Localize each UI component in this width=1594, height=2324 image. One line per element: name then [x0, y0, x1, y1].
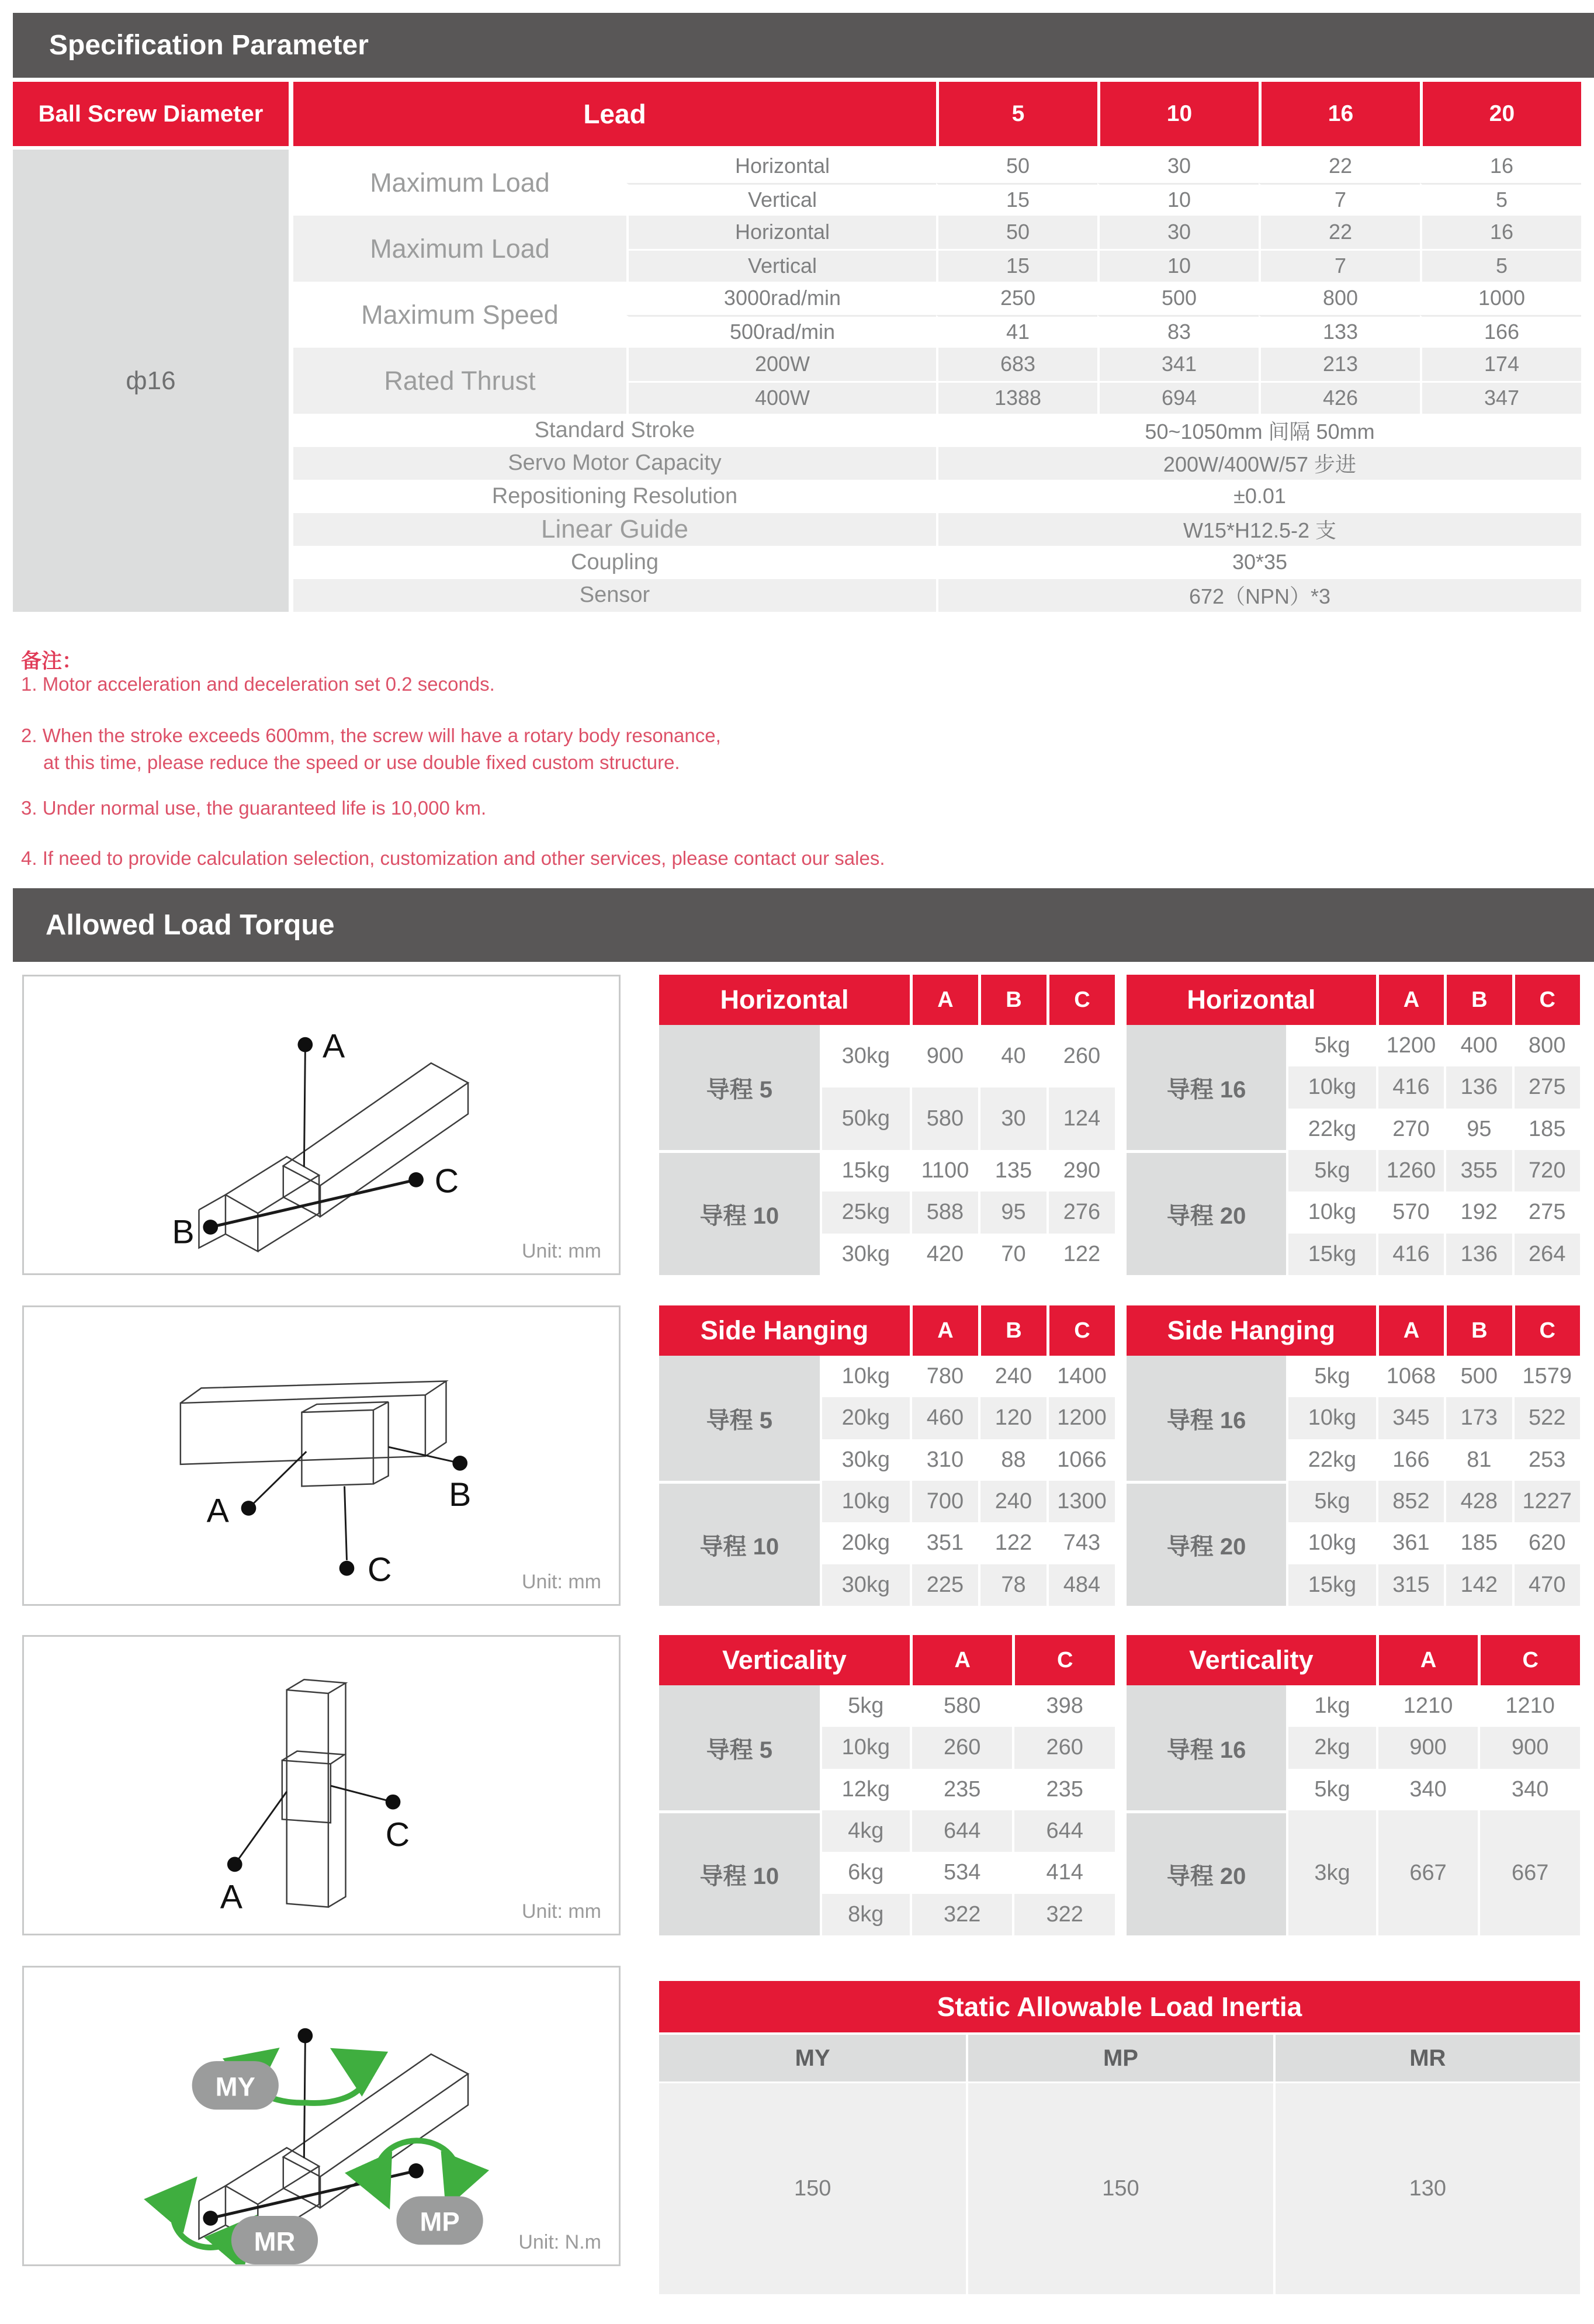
- lead-col-header: 5: [936, 82, 1097, 150]
- spec-value: 347: [1420, 381, 1581, 414]
- torque-value: 88: [978, 1439, 1047, 1481]
- col-header: B: [1444, 975, 1512, 1025]
- torque-value: 1100: [910, 1150, 978, 1192]
- load-label: 5kg: [1286, 1150, 1376, 1192]
- note-line: at this time, please reduce the speed or use double fixed custom structure.: [43, 751, 680, 773]
- lead-group-label: 导程 16: [1127, 1025, 1286, 1150]
- spec-value: 22: [1259, 150, 1420, 183]
- unit-label: Unit: N.m: [518, 2231, 601, 2253]
- torque-value: 522: [1512, 1397, 1580, 1439]
- torque-value: 398: [1012, 1685, 1115, 1727]
- spec-value: 7: [1259, 249, 1420, 282]
- load-label: 30kg: [820, 1234, 910, 1275]
- torque-value: 900: [910, 1025, 978, 1087]
- torque-value: 1066: [1047, 1439, 1115, 1481]
- spec-single-label: Sensor: [293, 579, 936, 612]
- torque-value: 122: [1047, 1234, 1115, 1275]
- torque-table-horizontal-lead5-10: [659, 975, 1115, 1275]
- spec-value: 22: [1259, 216, 1420, 249]
- spec-single-label: Standard Stroke: [293, 414, 936, 447]
- torque-value: 340: [1376, 1769, 1478, 1810]
- torque-table-sidehanging-lead5-10: [659, 1305, 1115, 1606]
- torque-value: 310: [910, 1439, 978, 1481]
- torque-axes-diagram: [22, 1966, 621, 2266]
- load-label: 25kg: [820, 1192, 910, 1233]
- torque-value: 351: [910, 1522, 978, 1564]
- torque-value: 1400: [1047, 1356, 1115, 1397]
- spec-single-value: W15*H12.5-2 支: [936, 513, 1581, 546]
- spec-value: 30: [1097, 216, 1259, 249]
- point-a-label: A: [322, 1027, 345, 1065]
- spec-value: 15: [936, 183, 1097, 216]
- torque-value: 484: [1047, 1564, 1115, 1606]
- col-header: C: [1047, 1305, 1115, 1356]
- spec-value: 83: [1097, 315, 1259, 348]
- lead-group-label: 导程 20: [1127, 1481, 1286, 1606]
- point-b-dot: [203, 1220, 218, 1235]
- verticality-diagram-sketch: [24, 1637, 619, 1934]
- torque-value: 667: [1478, 1810, 1580, 1935]
- load-label: 12kg: [820, 1769, 910, 1810]
- table-title: Horizontal: [659, 975, 910, 1025]
- torque-value: 136: [1444, 1234, 1512, 1275]
- torque-value: 322: [910, 1894, 1013, 1935]
- torque-value: 124: [1047, 1087, 1115, 1150]
- table-title: Side Hanging: [659, 1305, 910, 1356]
- load-label: 5kg: [1286, 1025, 1376, 1066]
- lead-group-label: 导程 10: [659, 1810, 820, 1935]
- torque-value: 470: [1512, 1564, 1580, 1606]
- unit-label: Unit: mm: [522, 1571, 601, 1593]
- torque-value: 95: [1444, 1109, 1512, 1150]
- lead-col-header: 16: [1259, 82, 1420, 150]
- spec-value: 250: [936, 282, 1097, 315]
- point-c-label: C: [368, 1551, 392, 1589]
- load-label: 15kg: [820, 1150, 910, 1192]
- axis-a-line: [304, 1051, 305, 1167]
- torque-value: 235: [1012, 1769, 1115, 1810]
- spec-sub-label: Vertical: [626, 183, 936, 216]
- spec-single-label: Repositioning Resolution: [293, 480, 936, 513]
- torque-value: 235: [910, 1769, 1013, 1810]
- torque-value: 580: [910, 1087, 978, 1150]
- note-line: 3. Under normal use, the guaranteed life is 10,000 km.: [21, 797, 487, 819]
- note-line: 2. When the stroke exceeds 600mm, the screw will have a rotary body resonance,: [21, 725, 721, 746]
- spec-value: 16: [1420, 150, 1581, 183]
- spec-value: 166: [1420, 315, 1581, 348]
- load-label: 10kg: [820, 1727, 910, 1768]
- col-header: B: [978, 1305, 1047, 1356]
- col-header: C: [1047, 975, 1115, 1025]
- torque-value: 361: [1376, 1522, 1444, 1564]
- verticality-diagram: [22, 1635, 621, 1935]
- inertia-col-header: MP: [966, 2032, 1273, 2081]
- point-a-dot: [297, 1037, 313, 1052]
- torque-value: 1227: [1512, 1481, 1580, 1522]
- torque-value: 225: [910, 1564, 978, 1606]
- torque-value: 136: [1444, 1066, 1512, 1108]
- col-header: A: [910, 975, 978, 1025]
- horizontal-mount-diagram: [22, 975, 621, 1275]
- axis-c-line: [331, 1786, 393, 1802]
- static-load-inertia-table: [659, 1981, 1580, 2294]
- torque-value: 260: [1012, 1727, 1115, 1768]
- spec-single-label: Servo Motor Capacity: [293, 447, 936, 480]
- torque-value: 275: [1512, 1066, 1580, 1108]
- spec-value: 30: [1097, 150, 1259, 183]
- load-label: 15kg: [1286, 1234, 1376, 1275]
- load-label: 30kg: [820, 1439, 910, 1481]
- point-c-label: C: [385, 1816, 410, 1854]
- torque-value: 78: [978, 1564, 1047, 1606]
- mp-badge-label: MP: [420, 2207, 460, 2237]
- spec-value: 15: [936, 249, 1097, 282]
- spec-single-value: 672（NPN）*3: [936, 579, 1581, 612]
- lead-col-header: 10: [1097, 82, 1259, 150]
- spec-value: 174: [1420, 348, 1581, 381]
- torque-value: 345: [1376, 1397, 1444, 1439]
- spec-value: 41: [936, 315, 1097, 348]
- torque-value: 276: [1047, 1192, 1115, 1233]
- col-header: A: [1376, 1305, 1444, 1356]
- lead-group-label: 导程 5: [659, 1356, 820, 1481]
- torque-value: 240: [978, 1356, 1047, 1397]
- diameter-value: ф16: [13, 150, 293, 612]
- spec-group-label: Maximum Speed: [293, 282, 626, 348]
- torque-value: 135: [978, 1150, 1047, 1192]
- lead-group-label: 导程 16: [1127, 1685, 1286, 1810]
- spec-value: 800: [1259, 282, 1420, 315]
- lead-group-label: 导程 16: [1127, 1356, 1286, 1481]
- load-label: 5kg: [1286, 1356, 1376, 1397]
- torque-value: 1200: [1376, 1025, 1444, 1066]
- torque-value: 40: [978, 1025, 1047, 1087]
- lead-group-label: 导程 20: [1127, 1150, 1286, 1275]
- torque-value: 1300: [1047, 1481, 1115, 1522]
- spec-sub-label: 3000rad/min: [626, 282, 936, 315]
- torque-value: 122: [978, 1522, 1047, 1564]
- torque-value: 800: [1512, 1025, 1580, 1066]
- torque-value: 1068: [1376, 1356, 1444, 1397]
- load-label: 3kg: [1286, 1810, 1376, 1935]
- point-a-label: A: [220, 1878, 242, 1916]
- note-line: 1. Motor acceleration and deceleration set 0.2 seconds.: [21, 673, 495, 695]
- torque-value: 264: [1512, 1234, 1580, 1275]
- spec-value: 341: [1097, 348, 1259, 381]
- note-line: 4. If need to provide calculation selection, customization and other services, please contact our sales.: [21, 847, 885, 869]
- torque-value: 700: [910, 1481, 978, 1522]
- torque-value: 428: [1444, 1481, 1512, 1522]
- col-header: C: [1478, 1635, 1580, 1685]
- torque-value: 644: [1012, 1810, 1115, 1852]
- axis-b-line: [389, 1447, 460, 1463]
- load-label: 5kg: [820, 1685, 910, 1727]
- spec-single-label: Coupling: [293, 546, 936, 579]
- point-c-dot: [408, 1172, 424, 1187]
- torque-value: 70: [978, 1234, 1047, 1275]
- torque-value: 173: [1444, 1397, 1512, 1439]
- spec-value: 426: [1259, 381, 1420, 414]
- spec-sub-label: 500rad/min: [626, 315, 936, 348]
- torque-value: 534: [910, 1852, 1013, 1893]
- inertia-value: 150: [966, 2081, 1273, 2294]
- torque-value: 900: [1478, 1727, 1580, 1768]
- load-label: 1kg: [1286, 1685, 1376, 1727]
- lead-group-label: 导程 10: [659, 1481, 820, 1606]
- side-hanging-diagram: [22, 1305, 621, 1606]
- col-header: C: [1512, 1305, 1580, 1356]
- spec-single-value: 200W/400W/57 步进: [936, 447, 1581, 480]
- inertia-col-header: MR: [1273, 2032, 1580, 2081]
- torque-value: 1200: [1047, 1397, 1115, 1439]
- load-label: 10kg: [1286, 1192, 1376, 1233]
- inertia-value: 130: [1273, 2081, 1580, 2294]
- col-header: A: [1376, 975, 1444, 1025]
- axis-left-dot: [203, 2211, 218, 2226]
- load-label: 20kg: [820, 1397, 910, 1439]
- col-header: C: [1512, 975, 1580, 1025]
- col-header: A: [910, 1305, 978, 1356]
- load-label: 22kg: [1286, 1439, 1376, 1481]
- spec-sub-label: Vertical: [626, 249, 936, 282]
- load-label: 10kg: [820, 1481, 910, 1522]
- spec-value: 133: [1259, 315, 1420, 348]
- load-label: 8kg: [820, 1894, 910, 1935]
- torque-table-sidehanging-lead16-20: [1127, 1305, 1580, 1606]
- torque-value: 1210: [1478, 1685, 1580, 1727]
- torque-value: 290: [1047, 1150, 1115, 1192]
- spec-table: [13, 82, 1581, 612]
- ball-screw-diameter-header: Ball Screw Diameter: [13, 82, 293, 150]
- spec-single-label: Linear Guide: [293, 513, 936, 546]
- load-label: 10kg: [820, 1356, 910, 1397]
- spec-value: 16: [1420, 216, 1581, 249]
- col-header: A: [910, 1635, 1013, 1685]
- table-title: Verticality: [659, 1635, 910, 1685]
- load-label: 20kg: [820, 1522, 910, 1564]
- spec-value: 50: [936, 216, 1097, 249]
- torque-value: 500: [1444, 1356, 1512, 1397]
- point-b-dot: [452, 1456, 467, 1471]
- point-b-label: B: [172, 1213, 195, 1251]
- col-header: C: [1012, 1635, 1115, 1685]
- load-label: 50kg: [820, 1087, 910, 1150]
- torque-value: 185: [1444, 1522, 1512, 1564]
- torque-value: 720: [1512, 1150, 1580, 1192]
- torque-value: 120: [978, 1397, 1047, 1439]
- col-header: B: [1444, 1305, 1512, 1356]
- torque-value: 185: [1512, 1109, 1580, 1150]
- spec-single-value: ±0.01: [936, 480, 1581, 513]
- lead-group-label: 导程 5: [659, 1685, 820, 1810]
- torque-value: 900: [1376, 1727, 1478, 1768]
- spec-sub-label: 200W: [626, 348, 936, 381]
- torque-value: 588: [910, 1192, 978, 1233]
- load-label: 4kg: [820, 1810, 910, 1852]
- point-c-label: C: [434, 1162, 459, 1200]
- mp-rotation-arrow: [376, 2141, 457, 2186]
- table-title: Horizontal: [1127, 975, 1376, 1025]
- spec-value: 10: [1097, 183, 1259, 216]
- torque-value: 644: [910, 1810, 1013, 1852]
- table-title: Side Hanging: [1127, 1305, 1376, 1356]
- point-a-dot: [241, 1501, 257, 1516]
- axis-a-line: [248, 1452, 306, 1508]
- torque-value: 400: [1444, 1025, 1512, 1066]
- torque-value: 240: [978, 1481, 1047, 1522]
- torque-value: 30: [978, 1087, 1047, 1150]
- unit-label: Unit: mm: [522, 1900, 601, 1923]
- my-rotation-arrow: [305, 2061, 365, 2103]
- inertia-value: 150: [659, 2081, 966, 2294]
- spec-value: 500: [1097, 282, 1259, 315]
- lead-group-label: 导程 5: [659, 1025, 820, 1150]
- axis-right-dot: [408, 2163, 424, 2178]
- torque-section-title: Allowed Load Torque: [46, 909, 335, 941]
- torque-value: 420: [910, 1234, 978, 1275]
- load-label: 5kg: [1286, 1769, 1376, 1810]
- load-label: 5kg: [1286, 1481, 1376, 1522]
- torque-value: 315: [1376, 1564, 1444, 1606]
- torque-value: 414: [1012, 1852, 1115, 1893]
- spec-value: 50: [936, 150, 1097, 183]
- torque-section-title-bar: [13, 888, 1594, 962]
- load-label: 15kg: [1286, 1564, 1376, 1606]
- torque-value: 260: [910, 1727, 1013, 1768]
- spec-group-label: Maximum Load: [293, 150, 626, 216]
- lead-header: Lead: [293, 82, 936, 150]
- rail-sketch: [287, 1679, 346, 1907]
- torque-table-horizontal-lead16-20: [1127, 975, 1580, 1275]
- torque-value: 743: [1047, 1522, 1115, 1564]
- spec-value: 1000: [1420, 282, 1581, 315]
- point-c-dot: [386, 1795, 401, 1810]
- spec-sub-label: Horizontal: [626, 216, 936, 249]
- spec-sub-label: 400W: [626, 381, 936, 414]
- load-label: 10kg: [1286, 1397, 1376, 1439]
- axis-a-line: [235, 1792, 287, 1865]
- torque-value: 852: [1376, 1481, 1444, 1522]
- torque-value: 95: [978, 1192, 1047, 1233]
- torque-value: 570: [1376, 1192, 1444, 1233]
- torque-value: 275: [1512, 1192, 1580, 1233]
- spec-value: 1388: [936, 381, 1097, 414]
- torque-value: 260: [1047, 1025, 1115, 1087]
- torque-value: 340: [1478, 1769, 1580, 1810]
- spec-single-value: 50~1050mm 间隔 50mm: [936, 414, 1581, 447]
- torque-value: 270: [1376, 1109, 1444, 1150]
- horizontal-diagram-sketch: [24, 976, 619, 1273]
- spec-value: 683: [936, 348, 1097, 381]
- spec-value: 10: [1097, 249, 1259, 282]
- torque-value: 416: [1376, 1234, 1444, 1275]
- torque-value: 253: [1512, 1439, 1580, 1481]
- torque-value: 166: [1376, 1439, 1444, 1481]
- inertia-col-header: MY: [659, 2032, 966, 2081]
- torque-value: 620: [1512, 1522, 1580, 1564]
- axis-top-dot: [297, 2028, 313, 2044]
- torque-value: 1210: [1376, 1685, 1478, 1727]
- inertia-title: Static Allowable Load Inertia: [659, 1981, 1580, 2032]
- torque-value: 1579: [1512, 1356, 1580, 1397]
- load-label: 30kg: [820, 1564, 910, 1606]
- spec-value: 5: [1420, 183, 1581, 216]
- point-a-dot: [227, 1857, 242, 1872]
- load-label: 10kg: [1286, 1522, 1376, 1564]
- load-label: 10kg: [1286, 1066, 1376, 1108]
- torque-value: 322: [1012, 1894, 1115, 1935]
- torque-table-verticality-lead5-10: [659, 1635, 1115, 1935]
- side-hanging-diagram-sketch: [24, 1307, 619, 1604]
- slider-sketch: [199, 1156, 319, 1251]
- spec-group-label: Maximum Load: [293, 216, 626, 282]
- torque-value: 667: [1376, 1810, 1478, 1935]
- load-label: 22kg: [1286, 1109, 1376, 1150]
- load-label: 30kg: [820, 1025, 910, 1087]
- torque-value: 355: [1444, 1150, 1512, 1192]
- lead-group-label: 导程 20: [1127, 1810, 1286, 1935]
- torque-value: 460: [910, 1397, 978, 1439]
- point-c-dot: [339, 1561, 355, 1576]
- mr-badge-label: MR: [254, 2226, 296, 2257]
- torque-value: 416: [1376, 1066, 1444, 1108]
- lead-group-label: 导程 10: [659, 1150, 820, 1275]
- notes-title: 备注：: [21, 650, 83, 673]
- torque-table-verticality-lead16-20: [1127, 1635, 1580, 1935]
- spec-single-value: 30*35: [936, 546, 1581, 579]
- lead-col-header: 20: [1420, 82, 1581, 150]
- load-label: 2kg: [1286, 1727, 1376, 1768]
- load-label: 6kg: [820, 1852, 910, 1893]
- col-header: A: [1376, 1635, 1478, 1685]
- torque-axes-sketch: [24, 1968, 619, 2264]
- my-badge-label: MY: [215, 2072, 255, 2102]
- torque-value: 81: [1444, 1439, 1512, 1481]
- spec-section-title-bar: [13, 13, 1594, 78]
- table-title: Verticality: [1127, 1635, 1376, 1685]
- torque-value: 142: [1444, 1564, 1512, 1606]
- point-b-label: B: [449, 1476, 472, 1513]
- spec-value: 213: [1259, 348, 1420, 381]
- axis-c-line: [345, 1486, 347, 1560]
- spec-value: 694: [1097, 381, 1259, 414]
- spec-group-label: Rated Thrust: [293, 348, 626, 414]
- torque-value: 1260: [1376, 1150, 1444, 1192]
- spec-value: 5: [1420, 249, 1581, 282]
- slider-sketch: [302, 1402, 388, 1486]
- spec-sub-label: Horizontal: [626, 150, 936, 183]
- col-header: B: [978, 975, 1047, 1025]
- spec-value: 7: [1259, 183, 1420, 216]
- spec-section-title: Specification Parameter: [49, 30, 369, 61]
- torque-value: 780: [910, 1356, 978, 1397]
- point-a-label: A: [206, 1492, 229, 1530]
- torque-value: 580: [910, 1685, 1013, 1727]
- unit-label: Unit: mm: [522, 1240, 601, 1262]
- torque-value: 192: [1444, 1192, 1512, 1233]
